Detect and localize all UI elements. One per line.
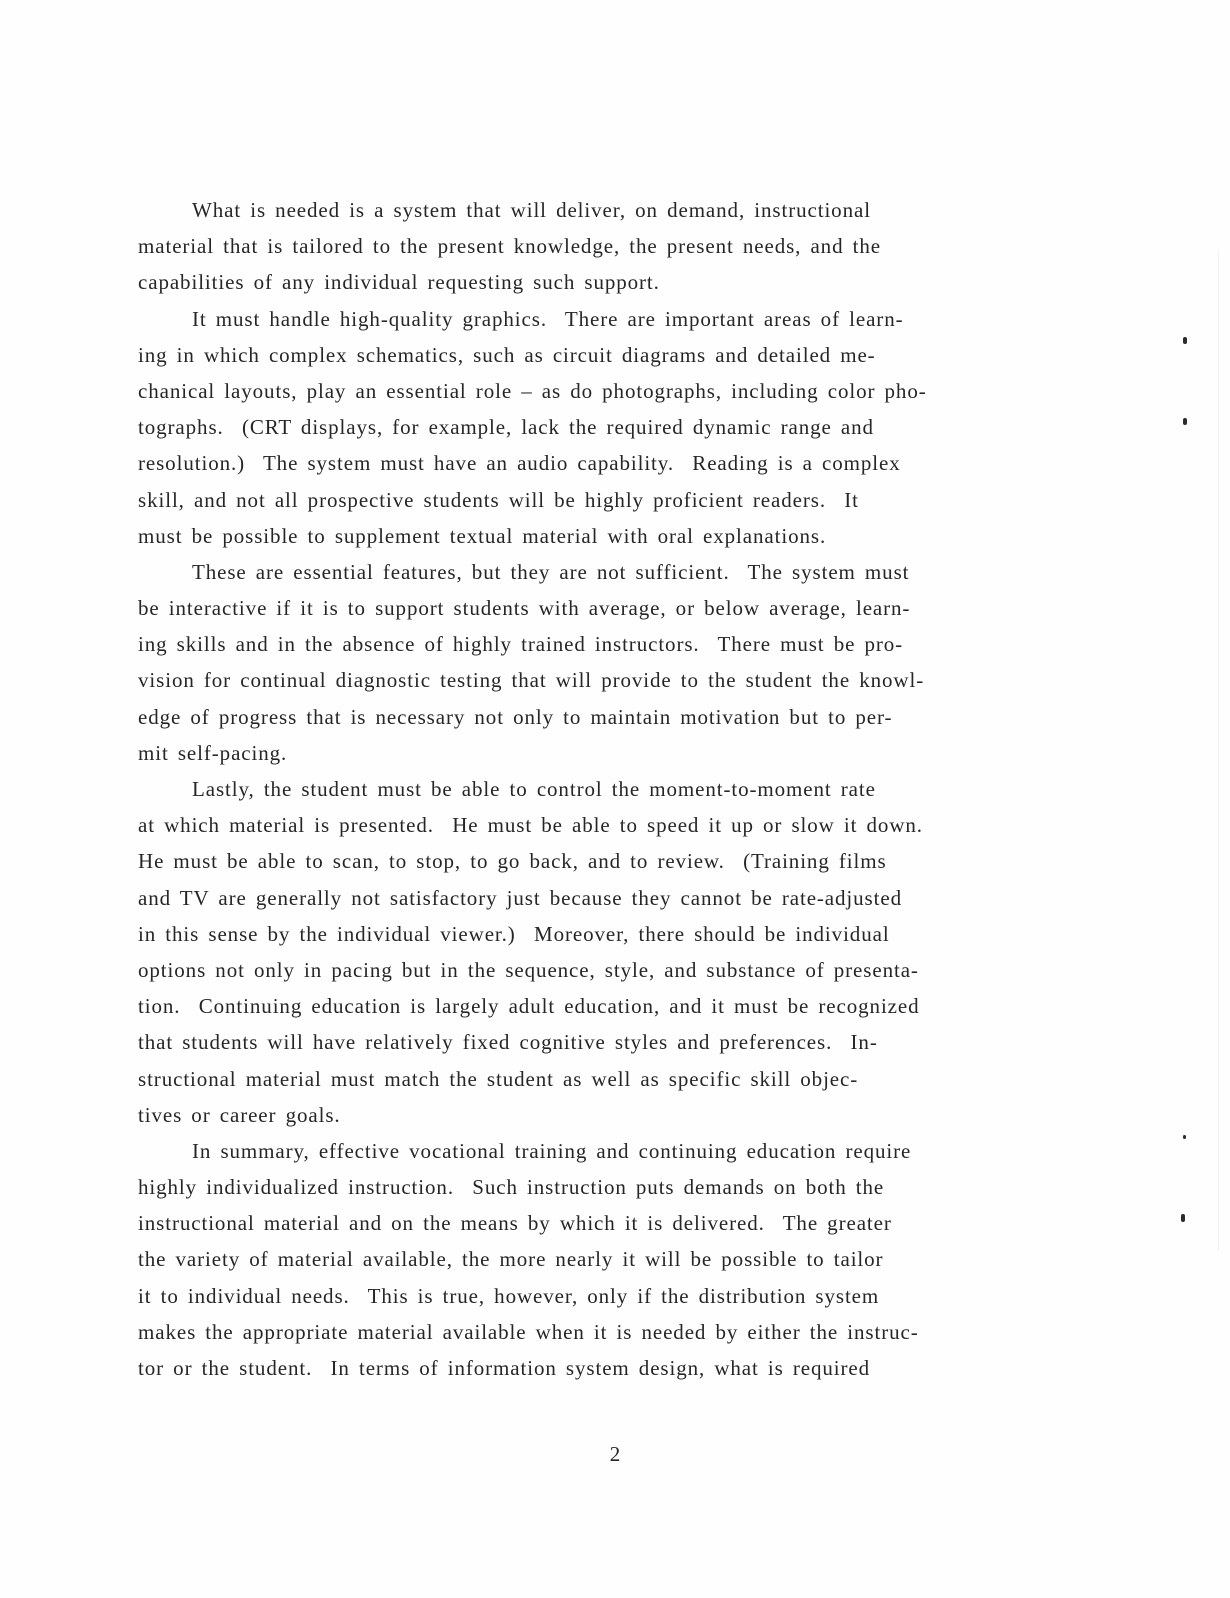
text-line: be interactive if it is to support students with average, or below average, learn- [138, 596, 911, 621]
margin-mark [1183, 1135, 1186, 1139]
text-line: edge of progress that is necessary not only to maintain motivation but to per- [138, 704, 893, 729]
text-line: skill, and not all prospective students will be highly proficient readers. It [138, 487, 859, 512]
text-line: material that is tailored to the present knowledge, the present needs, and the [138, 234, 881, 259]
margin-mark [1183, 337, 1187, 344]
text-line: tion. Continuing education is largely adult education, and it must be recognized [138, 994, 920, 1019]
text-line: chanical layouts, play an essential role – as do photographs, including color pho- [138, 378, 927, 403]
text-line: ing skills and in the absence of highly trained instructors. There must be pro- [138, 632, 904, 657]
text-line: makes the appropriate material available when it is needed by either the instruc- [138, 1319, 919, 1344]
text-line: He must be able to scan, to stop, to go back, and to review. (Training films [138, 849, 887, 874]
text-line: What is needed is a system that will deliver, on demand, instructional [192, 198, 871, 222]
text-line: that students will have relatively fixed cognitive styles and preferences. In- [138, 1030, 878, 1055]
text-line: These are essential features, but they are not sufficient. The system must [192, 559, 910, 584]
text-line: capabilities of any individual requesting such support. [138, 270, 660, 295]
scan-edge [1218, 250, 1219, 1250]
text-line: In summary, effective vocational training and continuing education require [192, 1138, 912, 1163]
text-line: it to individual needs. This is true, however, only if the distribution system [138, 1283, 880, 1308]
text-line: ing in which complex schematics, such as circuit diagrams and detailed me- [138, 342, 876, 367]
text-line: and TV are generally not satisfactory just because they cannot be rate-adjusted [138, 885, 902, 910]
text-line: tographs. (CRT displays, for example, lack the required dynamic range and [138, 415, 874, 440]
text-line: It must handle high-quality graphics. There are important areas of learn- [192, 306, 904, 331]
text-line: vision for continual diagnostic testing that will provide to the student the knowl- [138, 668, 925, 693]
text-line: tor or the student. In terms of information system design, what is required [138, 1356, 871, 1380]
text-line: options not only in pacing but in the sequence, style, and substance of presenta- [138, 957, 919, 982]
margin-mark [1183, 418, 1187, 425]
text-line: in this sense by the individual viewer.) Moreover, there should be individual [138, 921, 890, 946]
margin-mark [1181, 1214, 1185, 1222]
text-line: instructional material and on the means by which it is delivered. The greater [138, 1211, 892, 1236]
text-line: mit self-pacing. [138, 740, 288, 765]
text-line: resolution.) The system must have an audio capability. Reading is a complex [138, 451, 901, 476]
page-number: 2 [609, 1442, 621, 1466]
text-line: highly individualized instruction. Such instruction puts demands on both the [138, 1175, 885, 1200]
text-line: must be possible to supplement textual material with oral explanations. [138, 523, 827, 548]
body-text [138, 192, 1118, 1386]
text-line: structional material must match the student as well as specific skill objec- [138, 1066, 859, 1091]
text-line: Lastly, the student must be able to control the moment-to-moment rate [192, 777, 876, 801]
text-line: tives or career goals. [138, 1102, 341, 1127]
text-line: the variety of material available, the more nearly it will be possible to tailor [138, 1247, 884, 1272]
text-line: at which material is presented. He must be able to speed it up or slow it down. [138, 813, 923, 838]
